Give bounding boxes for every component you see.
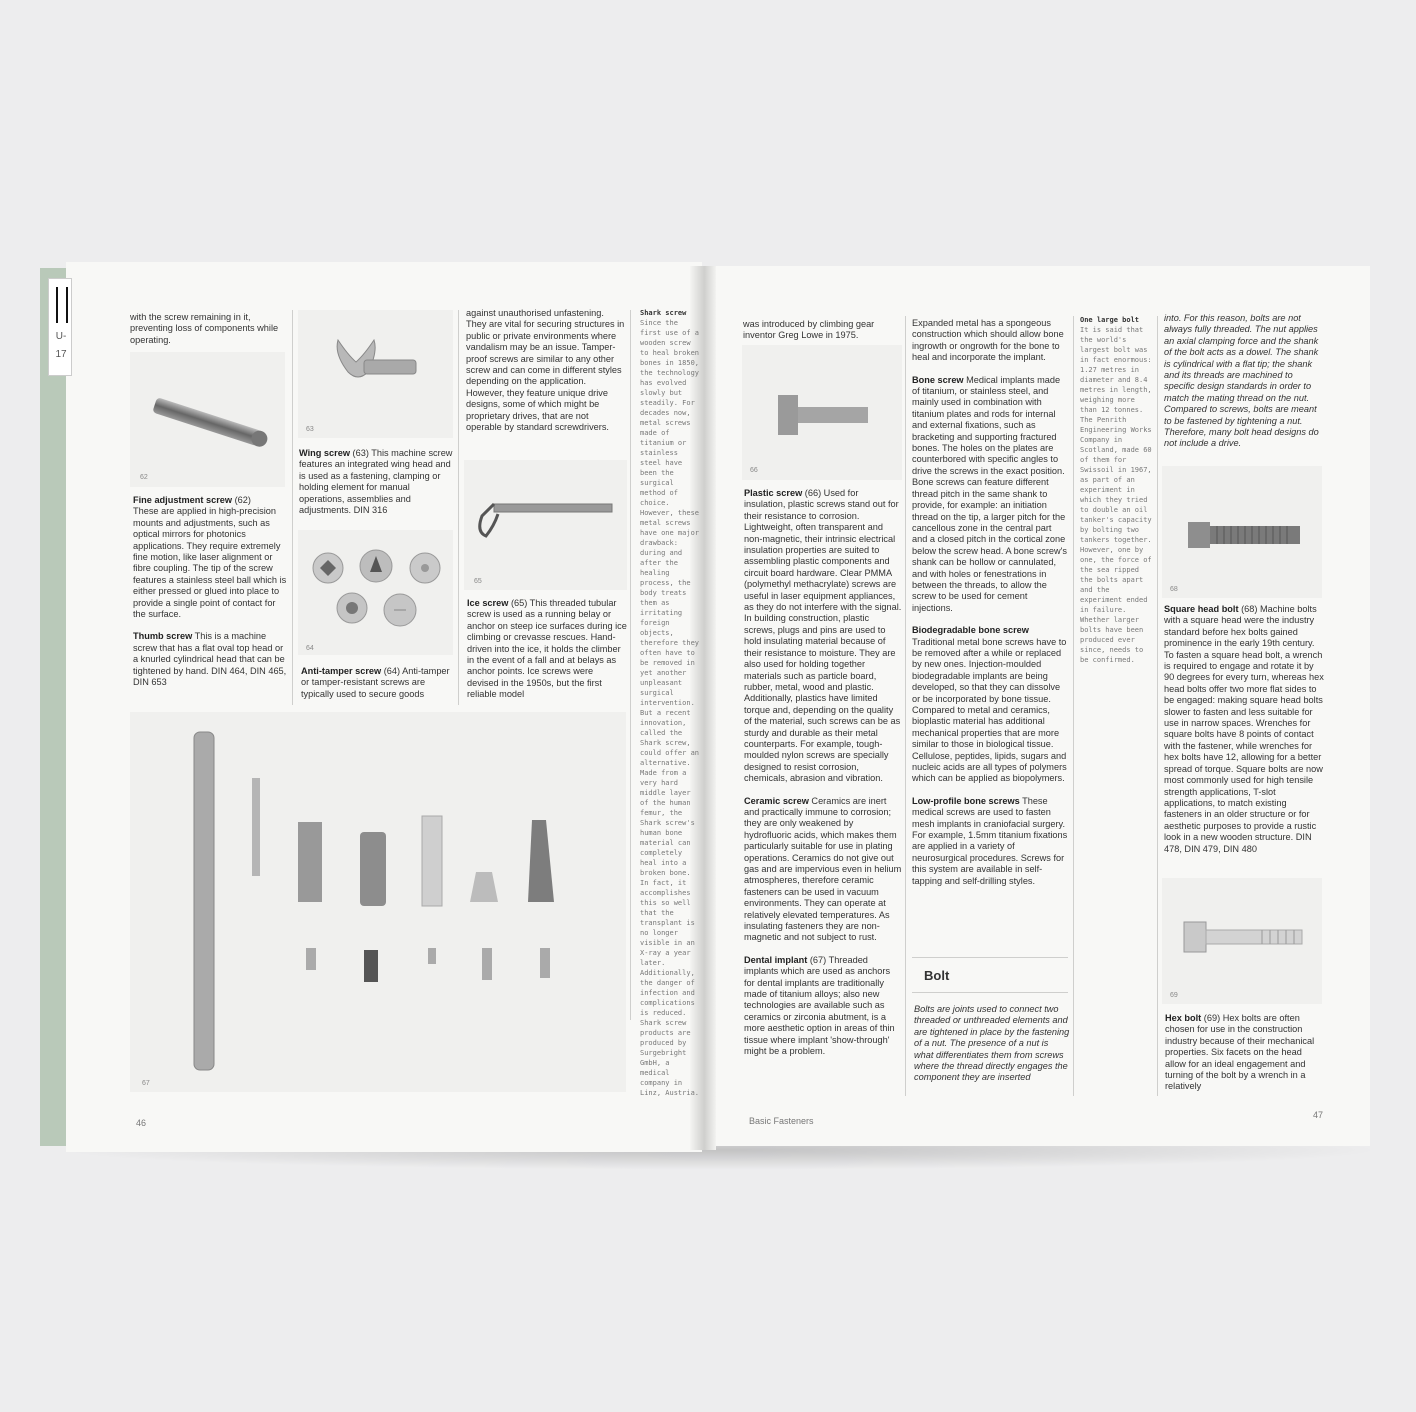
sidebar-text: Since the first use of a wooden screw to heal broken bones in 1850, the technology has evolved slowly but steadily. For decades now, metal screws made of titanium or stainless steel have been the surgical method of choice. However, these metal screws have one major drawback: during and after the healing process, the body treats them as irritating foreign objects, therefore they often have to be removed in yet another unpleasant surgical intervention. But a recent innovation, called the Shark screw, could offer an alternative. Made from a very hard middle layer of the human femur, the Shark screw's human bone material can completely heal into a broken bone. In fact, it accomplishes this so well that the transplant is no longer visible in an X-ray a year later. Additionally, the danger of infection and complications is reduced. Shark screw products are produced by Surgebright GmbH, a medical company in Linz, Austria. [640,319,700,1097]
square-head-bolt-image [1162,466,1322,598]
shark-screw-sidebar [640,308,700,1098]
figure-63 [298,310,453,438]
index-tab [48,278,72,376]
figure-number: 62 [140,474,148,481]
figure-number: 69 [1170,992,1178,999]
figure-64 [298,530,453,655]
ceramic-screw-entry: Ceramic screw Ceramics are inert and practically immune to corrosion; they are only weakened by hydrofluoric acids, which makes them particularly suitable for use in plating operations. Ceramics do not give out gas and are impervious even in helium atmospheres, therefore ceramic fasteners can be used in vacuum environments. They can operate at relatively elevated temperatures. As insulating fasteners they are non-magnetic and not subject to rust. [744,795,902,943]
large-bolt-sidebar [1080,315,1152,665]
right-column-4-body [1164,604,1324,855]
page-number: 46 [136,1118,147,1128]
wing-screw-entry: Wing screw (63) This machine screw features an integrated wing head and is used as a fastening, clamping or holding element for manual operations, assemblies and adjustments. DIN 316 [299,448,453,516]
section-heading-bolt: Bolt [924,968,950,983]
index-tab-top: U- [55,331,67,342]
ice-screw-entry: Ice screw (65) This threaded tubular screw is used as a running belay or anchor on steep ice surfaces during ice climbing or crevasse rescues. Hand-driven into the ice, it holds the climber in the event of a fall and at belays as anchor points. Ice screws were devised in the 1950s, but the first reliable model [467,598,627,700]
right-column-4 [1164,313,1324,450]
hex-bolt-entry: Hex bolt (69) Hex bolts are often chosen for use in the construction industry because of their mechanical properties. Six facets on the head allow for an ideal engagement and turning of the bolt by a wrench in a relatively [1165,1013,1315,1092]
index-tab-bottom: 17 [55,349,67,360]
column-rule [905,316,906,1096]
entry-title: Fine adjustment screw [133,495,233,505]
figure-number: 65 [474,578,482,585]
figure-62 [130,352,285,487]
figure-number: 66 [750,467,758,474]
entry-title: Anti-tamper screw [301,666,382,676]
paragraph: against unauthorised unfastening. They are vital for securing structures in public or private environments where vandalism may be an issue. Tamper-proof screws are similar to any other screw and can come in different styles depending on the application. However, they feature unique drive designs, some of which might be proprietary drives, that are not operable by standard screwdrivers. [466,308,625,433]
section-rule [912,992,1068,993]
paragraph: into. For this reason, bolts are not always fully threaded. The nut applies an axial clamping force and the shank of the bolt acts as a dowel. The shank is cylindrical with a flat tip; the shank and its threads are machined to specific design standards in order to match the mating thread on the nut. Compared to screws, bolts are meant to be fastened by tightening a nut. Therefore, many bolt head designs do not include a drive. [1164,313,1319,449]
dental-implant-entry: Dental implant (67) Threaded implants which are used as anchors for dental implants are traditionally made of titanium alloys; also new technologies are available such as ceramics or zirconia abutment, is a more aesthetic option in areas of thin tissue where implant 'show-through' might be a problem. [744,954,895,1057]
anti-tamper-screws-image [298,530,453,655]
section-rule [912,957,1068,958]
figure-66 [742,345,902,480]
paragraph: Traditional metal bone screws have to be removed after a while or replaced by new ones. Injection-moulded biodegradable implants are being developed, so that they can dissolve or be incorporated by bone tissue. Compared to metal and ceramics, bioplastic material has additional mechanical properties that are more similar to those in biological tissue. Cellulose, peptides, lipids, sugars and nucleic acids are all types of polymers which can be applied as biopolymers. [912,636,1067,784]
paragraph: These are applied in high-precision mounts and adjustments, such as optical mirrors for photonics applications. They require extremely fine motion, like laser alignment or fibre coupling. The tip of the screw features a stainless steel ball which is either pressed or glued into place to provide a single point of contact for the surface. [133,506,287,620]
figure-69 [1162,878,1322,1004]
column-rule [630,310,631,1020]
figure-67 [130,712,626,1092]
anti-tamper-entry: Anti-tamper screw (64) Anti-tamper or tamper-resistant screws are typically used to secure goods [301,666,450,699]
figure-number: 67 [142,1080,150,1087]
column-rule [292,310,293,705]
entry-ref: (62) [232,495,251,505]
left-column-2 [299,448,453,516]
sidebar-text: It is said that the world's largest bolt was in fact enormous: 1.27 metres in diameter and 8.4 metres in length, weighing more than 12 tonnes. The Penrith Engineering Works Company in Scotland, made 60 of them for Swissoil in 1967, as part of an experiment in which they tried to double an oil tanker's capacity by bolting two tankers together. However, one by one, the force of the sea ripped the bolts apart and the experiment ended in failure. Whether larger bolts have been produced ever since, needs to be confirmed. [1080,326,1152,664]
column-rule [1157,316,1158,1096]
ice-screw-image [464,460,627,590]
figure-number: 64 [306,645,314,652]
figure-65 [464,460,627,590]
index-tab-marks [56,287,68,323]
bone-screw-entry: Bone screw Medical implants made of titanium, or stainless steel, and mainly used in combination with titanium plates and rods for internal and external fixations, such as bracketing and supporting fractured bones. The holes on the plates are counterbored with specific angles to drive the screws in the exact position. Bone screws can feature different thread pitch in the same shank to provide, for example: an initiation thread on the tip, a larger pitch for the cancellous zone in the central part and a closed pitch in the cortical zone below the screw head. A bone screw's shank can be hollow or cannulated, and with holes or fenestrations in between the threads, to allow the screw to be used for cement injections. [912,374,1067,613]
plastic-screw-image [742,345,902,480]
left-column-1 [130,312,282,346]
book-edge [40,268,66,1146]
figure-number: 68 [1170,586,1178,593]
paragraph: with the screw remaining in it, preventing loss of components while operating. [130,312,279,345]
running-head: Basic Fasteners [749,1116,814,1126]
hex-bolt-image [1162,878,1322,1004]
left-column-1-body [133,495,288,689]
entry-title: Hex bolt [1165,1013,1202,1023]
fine-adjustment-screw-image [130,352,285,487]
right-column-4-body-2 [1165,1013,1325,1093]
square-head-bolt-entry: Square head bolt (68) Machine bolts with a square head were the industry standard before hex bolts gained prominence in the early 19th century. To fasten a square head bolt, a wrench is required to engage and rotate it by 90 degrees for every turn, whereas hex head bolts offer two more flat sides to be engaged: making square head bolts slower to fasten and less suitable for use in narrow spaces. Wrenches for square bolts have 8 points of contact with the fastener, while wrenches for hex bolts have 12, allowing for a better spread of torque. Square bolts are now most commonly used for high tensile strength applications, T-slot applications, to match existing fasteners in an older structure or for aesthetic purposes to provide a rustic look in a new wooden structure. DIN 478, DIN 479, DIN 480 [1164,604,1324,854]
entry-title: Thumb screw [133,631,193,642]
bolt-intro [914,1004,1070,1084]
left-column-2-body [301,666,453,700]
column-rule [458,310,459,705]
paragraph: Expanded metal has a spongeous construction which should allow bone ingrowth or ongrowth for the bone to heal and incorporate the implant. [912,318,1064,363]
left-column-3-body [467,598,627,701]
paragraph: was introduced by climbing gear inventor Greg Lowe in 1975. [743,319,875,341]
fine-adjustment-entry [133,495,288,506]
page-number: 47 [1313,1110,1324,1120]
entry-title: Ice screw [467,598,509,608]
entry-title: Ceramic screw [744,795,809,806]
left-column-3 [466,308,626,433]
entry-title: Bone screw [912,374,964,385]
right-column-2 [912,318,1068,887]
biodegradable-entry-title: Biodegradable bone screw [912,625,1029,636]
figure-68 [1162,466,1322,598]
low-profile-entry: Low-profile bone screws These medical screws are used to fasten mesh implants in craniofacial surgery. For example, 1.5mm titanium fixations are applied in a variety of neurosurgical procedures. Screws for this system are available in self-tapping and self-drilling styles. [912,795,1068,886]
paragraph: Bolts are joints used to connect two threaded or unthreaded elements and are tightened in place by the fastening of a nut. The presence of a nut is what differentiates them from screws where the thread directly engages the component they are inserted [914,1004,1070,1083]
entry-title: Plastic screw [744,488,803,498]
right-column-1 [743,319,901,342]
thumb-screw-entry: Thumb screw This is a machine screw that has a flat oval top head or a knurled cylindrical head that can be tightened by hand. DIN 464, DIN 465, DIN 653 [133,631,287,688]
entry-title: Low-profile bone screws [912,795,1020,806]
entry-title: Dental implant [744,954,808,965]
right-column-1-body [744,488,902,1058]
plastic-screw-entry: Plastic screw (66) Used for insulation, plastic screws stand out for their resistance to corrosion. Lightweight, often transparent and non-magnetic, their intrinsic electrical insulation properties are suited to assembling plastic components and circuit board hardware. Clear PMMA (polymethyl methacrylate) screws are useful in laser equipment appliances, as they do not interfere with the signal. In building construction, plastic screws, plugs and pins are used to hold insulating material because of their resistance to moisture. They are also used for holding together materials such as particle board, rubber, metal, wood and plastic. Additionally, plastics have limited torque and, depending on the quality of the material, such screws can be as sturdy and durable as their metal counterparts. For example, tough-moulded nylon screws are specially designed to resist corrosion, chemicals, abrasion and vibration. [744,488,902,784]
dental-implants-image [130,712,626,1092]
sidebar-title: Shark screw [640,309,687,317]
entry-title: Square head bolt [1164,604,1239,614]
figure-number: 63 [306,426,314,433]
wing-screw-image [298,310,453,438]
sidebar-title: One large bolt [1080,316,1140,324]
entry-title: Wing screw [299,448,350,458]
column-rule [1073,316,1074,1096]
